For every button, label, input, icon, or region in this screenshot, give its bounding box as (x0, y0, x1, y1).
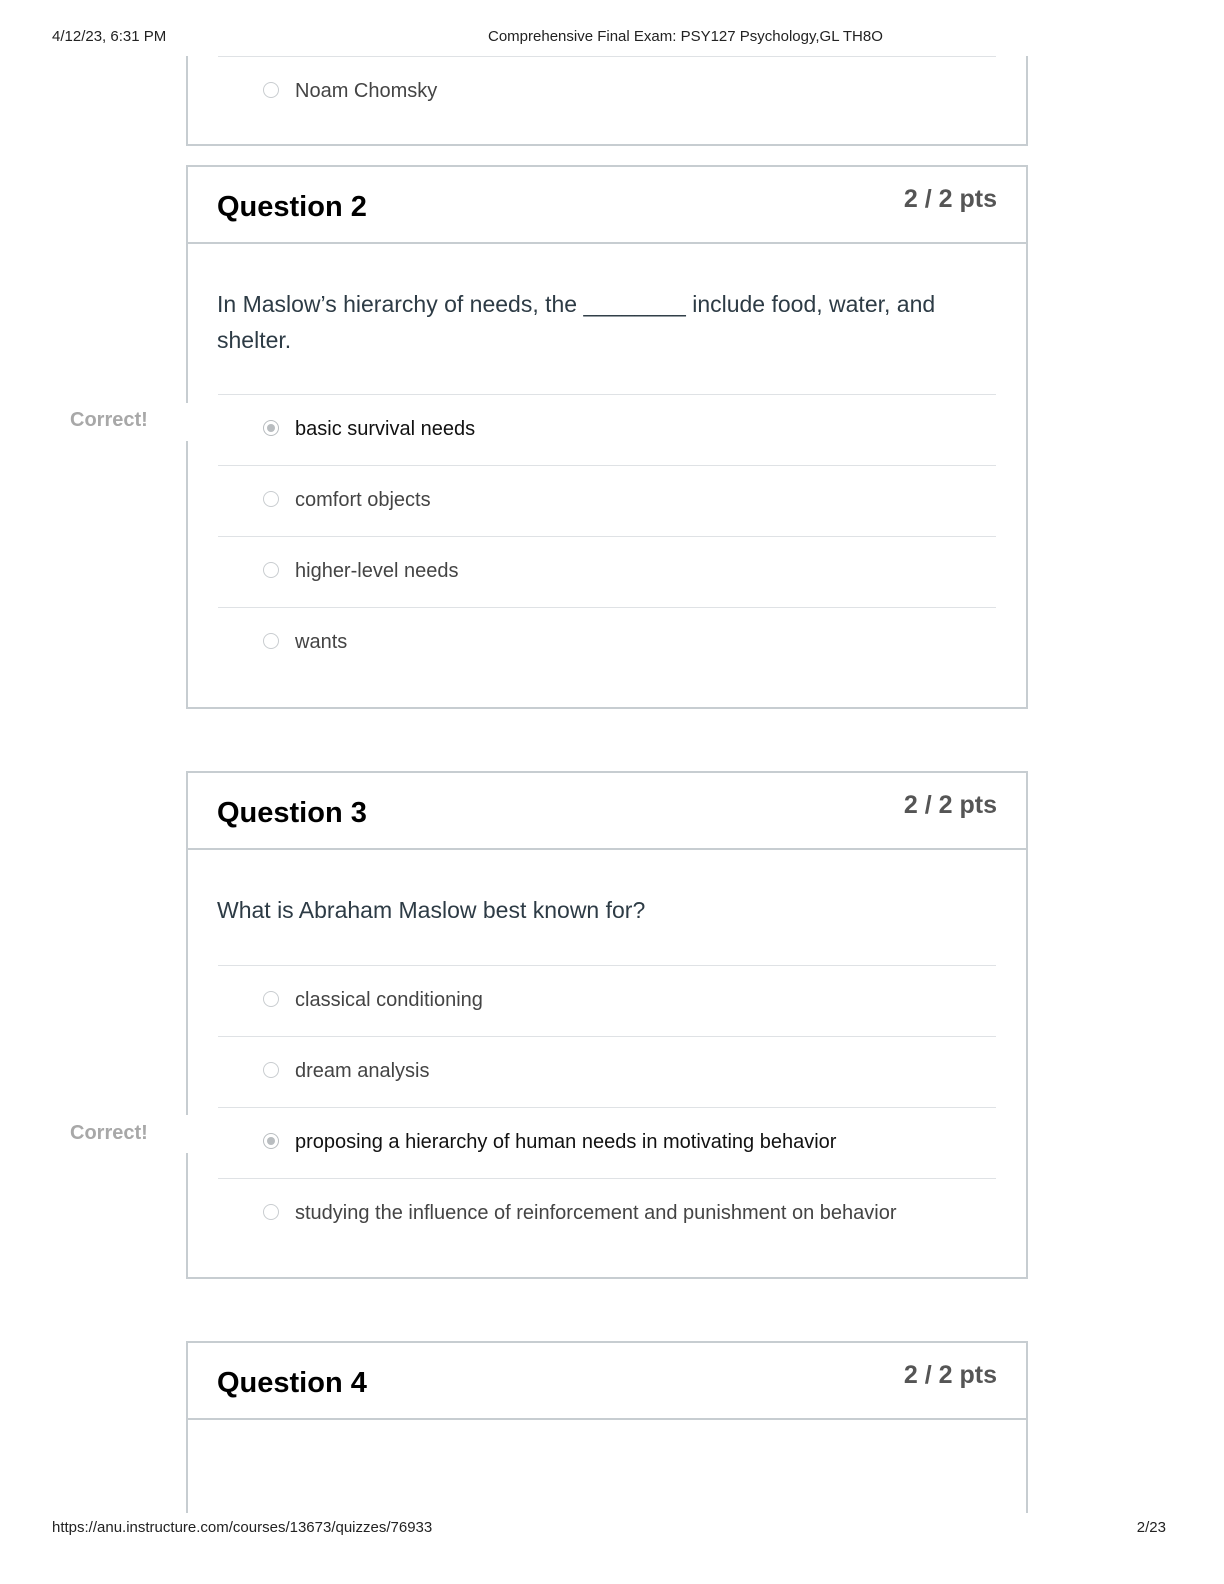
question-title: Question 3 (217, 797, 367, 829)
radio-button[interactable] (263, 991, 279, 1007)
question-3 (186, 771, 1028, 1279)
answer-option[interactable] (218, 1178, 996, 1249)
print-date: 4/12/23, 6:31 PM (52, 28, 167, 45)
answer-label: studying the influence of reinforcement and punishment on behavior (295, 1202, 897, 1224)
answer-label: Noam Chomsky (295, 80, 438, 102)
question-points: 2 / 2 pts (903, 791, 997, 819)
radio-button-selected[interactable] (263, 420, 279, 436)
radio-button[interactable] (263, 491, 279, 507)
answer-option[interactable] (218, 465, 996, 536)
question-title: Question 4 (217, 1367, 367, 1399)
question-header (188, 167, 1026, 244)
answer-option[interactable] (218, 394, 996, 465)
answer-label: classical conditioning (295, 989, 483, 1011)
correct-indicator: Correct! (70, 1122, 148, 1144)
page-url: https://anu.instructure.com/courses/13673/quizzes/76933 (52, 1519, 433, 1536)
question-header (188, 1343, 1026, 1420)
question-title: Question 2 (217, 191, 367, 223)
page-number: 2/23 (1136, 1519, 1166, 1536)
answer-option[interactable] (218, 965, 996, 1036)
question-points: 2 / 2 pts (903, 1361, 997, 1389)
answer-label: higher-level needs (295, 560, 459, 582)
radio-button[interactable] (263, 1062, 279, 1078)
print-header (52, 28, 1172, 48)
correct-flag-gap (184, 403, 190, 441)
radio-button[interactable] (263, 1204, 279, 1220)
question-4 (186, 1341, 1028, 1513)
question-points: 2 / 2 pts (903, 185, 997, 213)
radio-button[interactable] (263, 633, 279, 649)
answer-option[interactable] (218, 1107, 996, 1178)
print-footer (52, 1519, 1172, 1539)
question-1-tail (186, 56, 1028, 146)
answer-label: proposing a hierarchy of human needs in motivating behavior (295, 1131, 837, 1153)
correct-flag-gap (184, 1115, 190, 1153)
answer-option[interactable] (218, 1036, 996, 1107)
radio-button[interactable] (263, 562, 279, 578)
answer-label: dream analysis (295, 1060, 430, 1082)
question-text: What is Abraham Maslow best known for? (217, 897, 646, 923)
answer-option[interactable] (218, 536, 996, 607)
question-text: In Maslow’s hierarchy of needs, the ________ include food, water, and shelter. (217, 291, 936, 353)
answer-label: comfort objects (295, 489, 431, 511)
answer-label: wants (295, 631, 348, 653)
radio-button-selected[interactable] (263, 1133, 279, 1149)
answer-option[interactable] (218, 607, 996, 678)
question-2 (186, 165, 1028, 709)
correct-indicator: Correct! (70, 409, 148, 431)
radio-button[interactable] (263, 82, 279, 98)
print-page-title: Comprehensive Final Exam: PSY127 Psychology,GL TH8O (488, 28, 883, 45)
answer-option[interactable] (218, 56, 996, 127)
answer-label: basic survival needs (295, 418, 476, 440)
question-header (188, 773, 1026, 850)
